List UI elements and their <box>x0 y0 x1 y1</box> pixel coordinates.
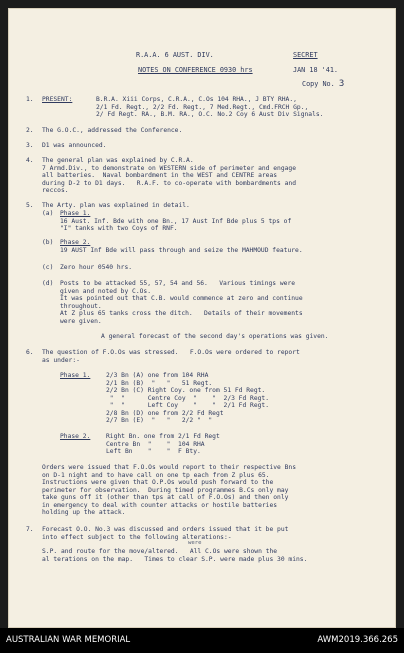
item-text: D1 was announced. <box>42 142 107 149</box>
sub-line: Zero hour 0540 hrs. <box>60 264 133 271</box>
sub-label: (a) <box>42 210 54 217</box>
item-line: S.P. and route for the move/altered. All C.Os were shown the <box>42 548 278 555</box>
assignment-row: 2/1 Bn (B) " " 51 Regt. <box>106 379 213 387</box>
item-number: 4. <box>26 157 34 164</box>
orders-line: Instructions were given that O.P.Os would push forward to the <box>42 479 274 486</box>
assignment-row: Left Bn " " F Bty. <box>106 448 201 455</box>
item-number: 5. <box>26 202 34 209</box>
assignment-row: 2/2 Bn (C) Right Coy. one from 51 Fd Regt. <box>106 387 266 394</box>
orders-line: take guns off it (other than tps at call of F.O.Os) and then only <box>42 494 289 501</box>
document-date: JAN 18 '41. <box>293 66 339 74</box>
unit-heading: R.A.A. 6 AUST. DIV. <box>136 51 214 59</box>
classification: SECRET <box>293 51 318 59</box>
assignment-row: Right Bn. one from 2/1 Fd Regt <box>106 433 220 440</box>
archive-reference: AWM2019.366.265 <box>317 635 398 645</box>
item-line: during D-2 to D1 days. R.A.F. to co-operate with bombardments and <box>42 179 297 187</box>
orders-line: on D-1 night and to have call on one tp each from Z plus 65. <box>42 471 270 479</box>
item-text: The G.O.C., addressed the Conference. <box>42 127 183 134</box>
orders-line: holding up the attack. <box>42 509 126 516</box>
assignment-row: Centre Bn " " 104 RHA <box>106 440 205 448</box>
assignment-row: " " Centre Coy " " 2/3 Fd Regt. <box>106 394 270 402</box>
forecast-line: A general forecast of the second day's operations was given. <box>101 333 329 340</box>
sub-line: "I" tanks with two Coys of RNF. <box>60 225 178 232</box>
sub-label: (c) <box>42 264 54 271</box>
sub-line: 19 AUST Inf Bde will pass through and seize the MAHMOUD feature. <box>60 247 303 254</box>
item-line: al terations on the map. Times to clear S.P. were made plus 30 mins. <box>42 555 308 563</box>
assignment-row: 2/8 Bn (D) one from 2/2 Fd Regt <box>106 409 224 417</box>
sub-line: It was pointed out that C.B. would commence at zero and continue <box>60 295 303 302</box>
phase-heading: Phase 1. <box>60 210 91 217</box>
sub-label: (d) <box>42 280 54 287</box>
item-line: The general plan was explained by C.R.A. <box>42 157 194 164</box>
assignment-row: " " Left Coy " " 2/1 Fd Regt. <box>106 402 270 409</box>
copy-number-label: Copy No. 3 <box>302 79 345 89</box>
item-text: The Arty. plan was explained in detail. <box>42 202 190 209</box>
item-number: 7. <box>26 526 34 533</box>
phase-heading: Phase 2. <box>60 433 91 440</box>
present-label: PRESENT: <box>42 96 73 103</box>
item-line: all batteries. Naval bombardment in the WEST and CENTRE areas <box>42 172 278 179</box>
sub-label: (b) <box>42 239 54 246</box>
sub-line: were given. <box>60 317 102 325</box>
sub-line: given and noted by C.Os. <box>60 287 151 295</box>
archive-name: AUSTRALIAN WAR MEMORIAL <box>6 635 131 645</box>
phase-heading: Phase 2. <box>60 239 91 246</box>
item-number: 2. <box>26 127 34 134</box>
assignment-row: 2/7 Bn (E) " " 2/2 " " <box>106 417 213 424</box>
document-page <box>8 8 396 628</box>
sub-line: Posts to be attacked 55, 57, 54 and 56. Various timings were <box>60 280 296 287</box>
item-line: Forecast O.O. No.3 was discussed and orders issued that it be put <box>42 526 289 533</box>
orders-line: Orders were issued that F.O.Os would report to their respective Bns <box>42 464 297 471</box>
item-line: The question of F.O.Os was stressed. F.O.Os were ordered to report <box>42 349 300 356</box>
item-line: as under:- <box>42 356 80 364</box>
orders-line: perimeter for observation. During timed programmes B.Cs only may <box>42 486 289 494</box>
conference-title: NOTES ON CONFERENCE 0930 hrs <box>138 66 253 74</box>
item-number: 6. <box>26 349 34 356</box>
item-line: reccos. <box>42 187 69 194</box>
sub-line: throughout. <box>60 302 102 310</box>
present-line: B.R.A. Xiii Corps, C.R.A., C.Os 104 RHA., J BTY RHA., <box>96 96 297 103</box>
present-line: 2/ Fd Regt. RA., B.M. RA., O.C. No.2 Coy 6 Aust Div Signals. <box>96 111 324 118</box>
phase-heading: Phase 1. <box>60 372 91 379</box>
item-line: 7 Armd.Div., to demonstrate on WESTERN side of perimeter and engage <box>42 164 297 172</box>
sub-line: At Z plus 65 tanks cross the ditch. Details of their movements <box>60 310 303 317</box>
item-line: into effect subject to the following alterations:- <box>42 533 232 541</box>
item-number: 3. <box>26 142 34 149</box>
present-line: 2/1 Fd. Regt., 2/2 Fd. Regt., 7 Med.Regt., Cmd.FRCH Gp., <box>96 103 309 111</box>
orders-line: in emergency to deal with counter attacks or hostile batteries <box>42 501 278 509</box>
item-number: 1. <box>26 96 34 103</box>
assignment-row: 2/3 Bn (A) one from 104 RHA <box>106 372 209 379</box>
copy-number: 3 <box>338 79 345 89</box>
archive-footer <box>0 628 404 653</box>
sub-line: 16 Aust. Inf. Bde with one Bn., 17 Aust Inf Bde plus 5 tps of <box>60 217 292 225</box>
handwritten-insert: were <box>188 540 202 546</box>
